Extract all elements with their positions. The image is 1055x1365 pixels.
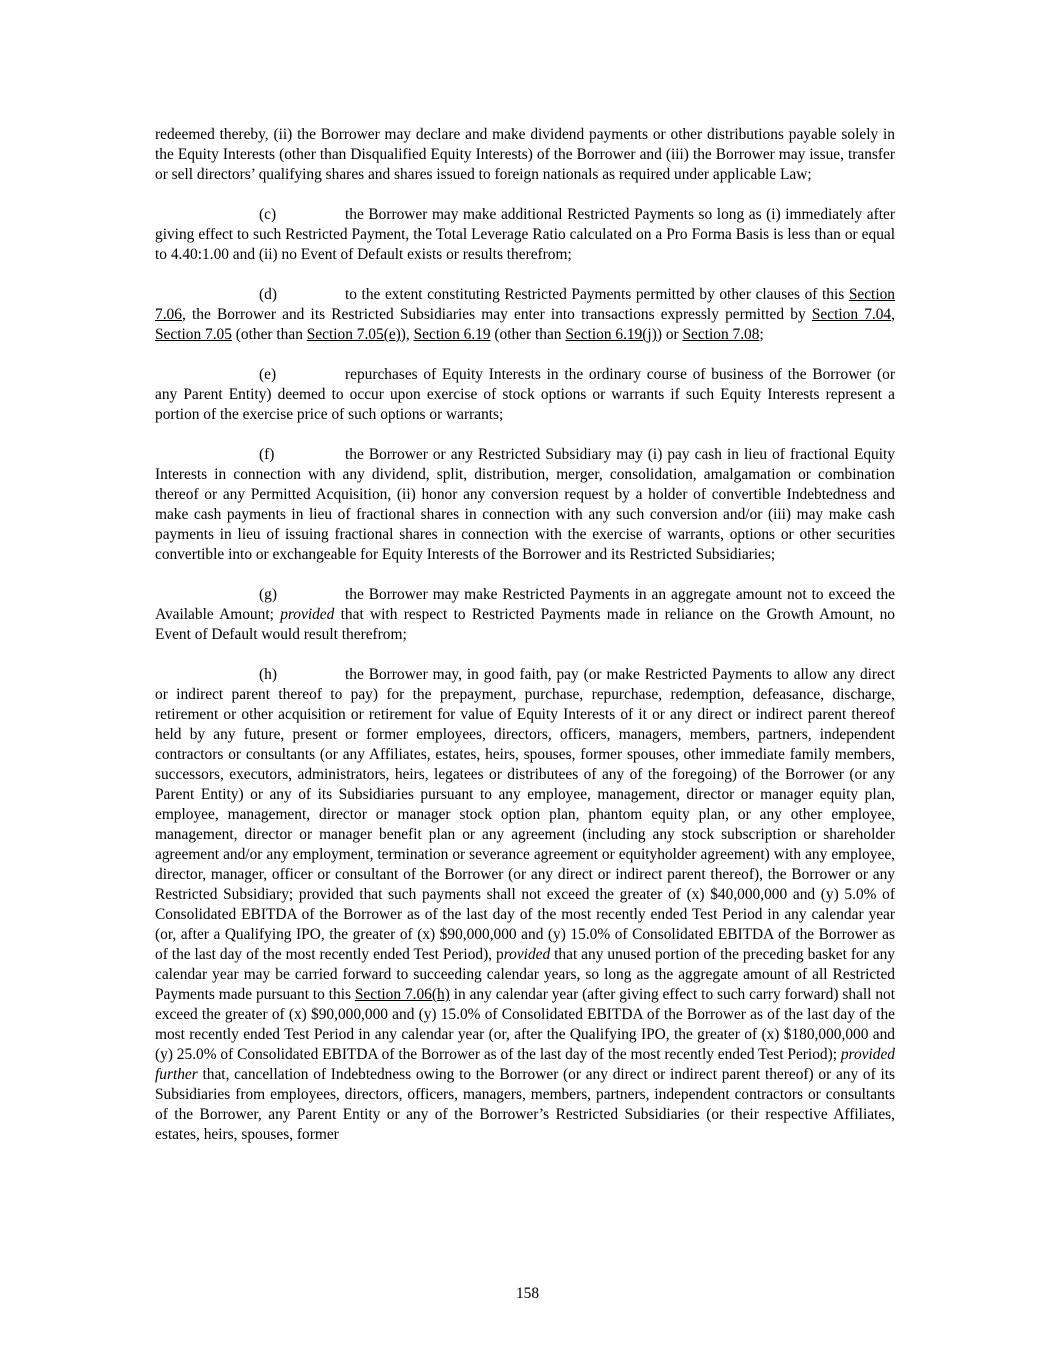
paragraph [155, 665, 895, 1145]
clause-label: (g) [259, 586, 277, 603]
paragraph [155, 585, 895, 645]
section-reference: Section 7.06(h) [354, 986, 450, 1003]
text-segment: the Borrower or any Restricted Subsidiary may (i) pay cash in lieu of fractional Equity Interests in connection with any dividend, split, distribution, merger, consolidation, amalgamation or combination thereof or any Permitted Acquisition, (ii) honor any conversion request by a holder of convertible Indebtedness and make cash payments in lieu of fractional shares in connection with any such conversion and/or (iii) may make cash payments in lieu of issuing fractional shares in connection with the exercise of warrants, options or other securities convertible into or exchangeable for Equity Interests of the Borrower and its Restricted Subsidiaries; [155, 446, 895, 563]
text-segment: the Borrower may make additional Restricted Payments so long as (i) immediately after giving effect to such Restricted Payment, the Total Leverage Ratio calculated on a Pro Forma Basis is less than or equal to 4.40:1.00 and (ii) no Event of Default exists or results therefrom; [155, 206, 895, 263]
section-reference: Section 7.05 [155, 326, 232, 343]
section-reference: Section 7.05(e) [306, 326, 401, 343]
text-segment: that any unused portion of the preceding basket for any calendar year may be carried forward to succeeding calendar years, so long as the aggregate amount of all Restricted Payments made pursuant to this [155, 946, 895, 1003]
text-segment: that, cancellation of Indebtedness owing to the Borrower (or any direct or indirect parent thereof) or any of its Subsidiaries from employees, directors, officers, managers, members, partners, independent contractors or consultants of the Borrower, any Parent Entity or any of the Borrower’s Restricted Subsidiaries (or their respective Affiliates, estates, heirs, spouses, former [155, 1066, 895, 1143]
emphasized-term: rovided [503, 946, 551, 963]
text-segment: ; [759, 326, 764, 343]
clause-label: (e) [259, 366, 277, 383]
emphasized-term: provided further [155, 1046, 895, 1083]
section-reference: Section 7.04 [811, 306, 892, 323]
section-reference: Section 7.06 [155, 286, 895, 323]
text-segment: in any calendar year (after giving effect to such carry forward) shall not exceed the greater of (x) $90,000,000 and (y) 15.0% of Consolidated EBITDA of the Borrower as of the last day of the most recently ended Test Period in any calendar year (or, after the Qualifying IPO, the greater of (x) $180,000,000 and (y) 25.0% of Consolidated EBITDA of the Borrower as of the last day of the most recently ended Test Period); [155, 986, 895, 1063]
text-segment: redeemed thereby, (ii) the Borrower may declare and make dividend payments or other distributions payable solely in the Equity Interests (other than Disqualified Equity Interests) of the Borrower and (iii) the Borrower may issue, transfer or sell directors’ qualifying shares and shares issued to foreign nationals as required under applicable Law; [155, 126, 895, 183]
clause-label: (h) [259, 666, 277, 683]
text-segment: repurchases of Equity Interests in the ordinary course of business of the Borrower (or any Parent Entity) deemed to occur upon exercise of stock options or warrants if such Equity Interests represent a portion of the exercise price of such options or warrants; [155, 366, 895, 423]
paragraph [155, 125, 895, 185]
text-segment: the Borrower may make Restricted Payments in an aggregate amount not to exceed the Available Amount; [155, 586, 895, 623]
clause-label: (f) [259, 446, 275, 463]
paragraph [155, 365, 895, 425]
text-segment: ) or [656, 326, 683, 343]
text-segment: that with respect to Restricted Payments made in reliance on the Growth Amount, no Event of Default would result therefrom; [155, 606, 895, 643]
text-segment: (other than [231, 326, 307, 343]
clause-label: (c) [259, 206, 277, 223]
text-segment: , [891, 306, 895, 323]
text-segment: , the Borrower and its Restricted Subsidiaries may enter into transactions expressly permitted by [181, 306, 812, 323]
clause-label: (d) [259, 286, 277, 303]
section-reference: Section 7.08 [682, 326, 760, 343]
text-segment: to the extent constituting Restricted Payments permitted by other clauses of this [345, 286, 849, 303]
document-body [155, 125, 895, 1165]
paragraph [155, 285, 895, 345]
text-segment: ), [400, 326, 414, 343]
emphasized-term: provided [280, 606, 335, 623]
text-segment: the Borrower may, in good faith, pay (or make Restricted Payments to allow any direct or indirect parent thereof to pay) for the prepayment, purchase, repurchase, redemption, defeasance, discharge, retirement or other acquisition or retirement for value of Equity Interests of it or any direct or indirect parent thereof held by any future, present or former employees, directors, officers, managers, members, partners, independent contractors or consultants (or any Affiliates, estates, heirs, spouses, former spouses, other immediate family members, successors, executors, administrators, heirs, legatees or distributees of any of the foregoing) of the Borrower (or any Parent Entity) or any of its Subsidiaries pursuant to any employee, management, director or manager equity plan, employee, management, director or manager stock option plan, phantom equity plan, or any other employee, management, director or manager benefit plan or any agreement (including any stock subscription or shareholder agreement and/or any employment, termination or severance agreement or equityholder agreement) with any employee, director, manager, officer or consultant of the Borrower (or any direct or indirect parent thereof), the Borrower or any Restricted Subsidiary; provided that such payments shall not exceed the greater of (x) $40,000,000 and (y) 5.0% of Consolidated EBITDA of the Borrower as of the last day of the most recently ended Test Period in any calendar year (or, after a Qualifying IPO, the greater of (x) $90,000,000 and (y) 15.0% of Consolidated EBITDA of the Borrower as of the last day of the most recently ended Test Period), p [155, 666, 895, 963]
paragraph [155, 205, 895, 265]
section-reference: Section 6.19(j) [565, 326, 657, 343]
page-number: 158 [515, 1285, 540, 1302]
text-segment: (other than [490, 326, 566, 343]
paragraph [155, 445, 895, 565]
section-reference: Section 6.19 [413, 326, 491, 343]
